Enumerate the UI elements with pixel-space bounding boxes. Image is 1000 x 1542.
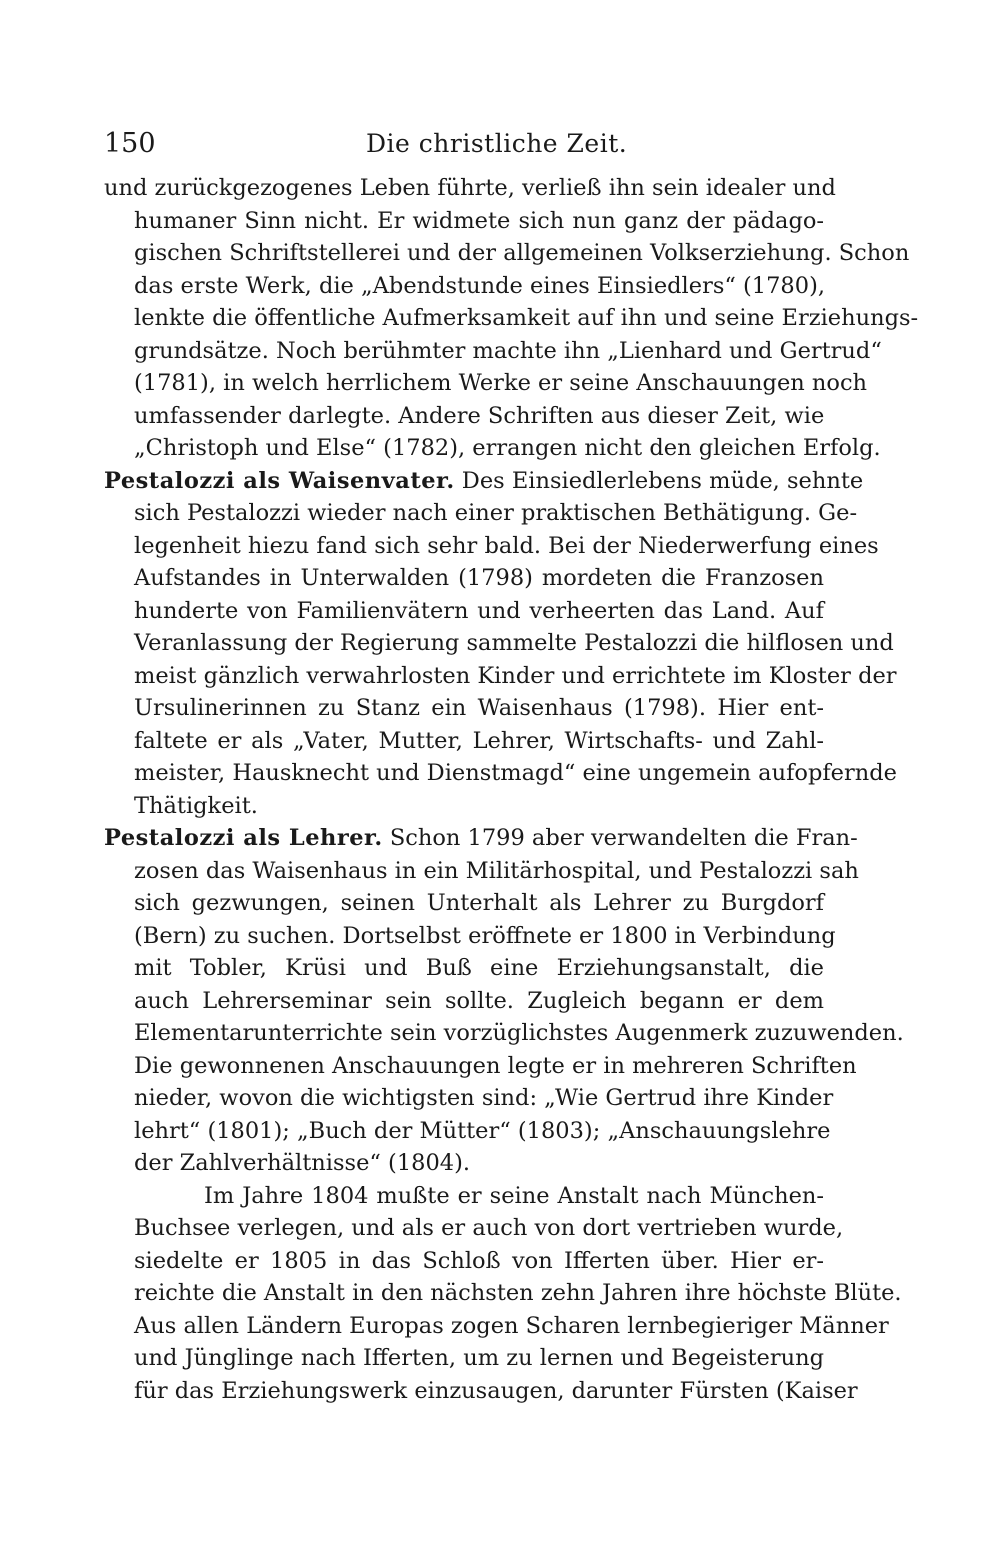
text-line bbox=[104, 530, 879, 563]
body-text bbox=[104, 172, 919, 1407]
text-line bbox=[104, 692, 824, 725]
line-text: nieder, wovon die wichtigsten sind: „Wie Gertrud ihre Kinder bbox=[134, 1085, 834, 1111]
text-line bbox=[104, 985, 824, 1018]
text-line bbox=[104, 237, 910, 270]
text-line bbox=[104, 1245, 824, 1278]
text-line bbox=[104, 367, 868, 400]
text-line bbox=[104, 497, 858, 530]
line-text: der Zahlverhältnisse“ (1804). bbox=[134, 1150, 471, 1176]
line-text: grundsätze. Noch berühmter machte ihn „Lienhard und Gertrud“ bbox=[134, 337, 882, 364]
line-text: (Bern) zu suchen. Dortselbst eröffnete er 1800 in Verbindung bbox=[134, 922, 836, 949]
section-sidehead: Pestalozzi als Waisenvater. bbox=[104, 467, 455, 494]
line-text: Buchsee verlegen, und als er auch von dort vertrieben wurde, bbox=[134, 1215, 844, 1241]
line-text: gischen Schriftstellerei und der allgemeinen Volkserziehung. Schon bbox=[134, 240, 910, 266]
text-line bbox=[104, 1180, 824, 1213]
text-line bbox=[104, 432, 881, 465]
line-text: siedelte er 1805 in das Schloß von Ifferten über. Hier er- bbox=[134, 1247, 824, 1274]
line-text: Im Jahre 1804 mußte er seine Anstalt nach München- bbox=[204, 1182, 824, 1209]
text-line bbox=[104, 1212, 844, 1245]
line-text: meist gänzlich verwahrlosten Kinder und errichtete im Kloster der bbox=[134, 662, 897, 689]
text-line bbox=[104, 790, 824, 823]
text-line bbox=[104, 1375, 858, 1408]
line-text: legenheit hiezu fand sich sehr bald. Bei der Niederwerfung eines bbox=[134, 532, 879, 559]
line-text: zosen das Waisenhaus in ein Militärhospital, und Pestalozzi sah bbox=[134, 857, 859, 884]
text-line bbox=[104, 1147, 824, 1180]
text-line bbox=[104, 1277, 902, 1310]
line-text: Ursulinerinnen zu Stanz ein Waisenhaus (1798). Hier ent- bbox=[134, 695, 824, 721]
line-text: lenkte die öffentliche Aufmerksamkeit auf ihn und seine Erziehungs- bbox=[134, 305, 919, 331]
text-line bbox=[104, 1017, 904, 1050]
text-line bbox=[104, 562, 824, 595]
page-number: 150 bbox=[104, 128, 156, 159]
line-text: Schon 1799 aber verwandelten die Fran- bbox=[382, 825, 858, 851]
line-text: das erste Werk, die „Abendstunde eines Einsiedlers“ (1780), bbox=[134, 272, 825, 299]
line-text: und zurückgezogenes Leben führte, verließ ihn sein idealer und bbox=[104, 175, 836, 201]
text-line bbox=[104, 725, 824, 758]
line-text: Elementarunterrichte sein vorzüglichstes Augenmerk zuzuwenden. bbox=[134, 1020, 904, 1046]
line-text: Des Einsiedlerlebens müde, sehnte bbox=[454, 467, 864, 494]
section-sidehead: Pestalozzi als Lehrer. bbox=[104, 825, 383, 851]
line-text: faltete er als „Vater, Mutter, Lehrer, Wirtschafts- und Zahl- bbox=[134, 727, 824, 754]
line-text: Thätigkeit. bbox=[134, 792, 258, 819]
line-text: hunderte von Familienvätern und verheerten das Land. Auf bbox=[134, 597, 824, 624]
line-text: für das Erziehungswerk einzusaugen, darunter Fürsten (Kaiser bbox=[134, 1377, 858, 1404]
line-text: meister, Hausknecht und Dienstmagd“ eine ungemein aufopfernde bbox=[134, 760, 897, 786]
text-line bbox=[104, 887, 824, 920]
text-line bbox=[104, 1050, 857, 1083]
line-text: reichte die Anstalt in den nächsten zehn Jahren ihre höchste Blüte. bbox=[134, 1280, 902, 1306]
running-head: Die christliche Zeit. bbox=[366, 129, 628, 158]
page-header bbox=[104, 128, 824, 164]
text-line bbox=[104, 627, 894, 660]
line-text: lehrt“ (1801); „Buch der Mütter“ (1803); „Anschauungslehre bbox=[134, 1117, 831, 1144]
text-line bbox=[104, 400, 824, 433]
line-text: umfassender darlegte. Andere Schriften aus dieser Zeit, wie bbox=[134, 402, 825, 429]
line-text: Veranlassung der Regierung sammelte Pestalozzi die hilflosen und bbox=[134, 630, 894, 656]
line-text: Aufstandes in Unterwalden (1798) mordeten die Franzosen bbox=[134, 565, 824, 591]
text-line bbox=[104, 302, 919, 335]
text-line bbox=[104, 335, 882, 368]
text-line bbox=[104, 952, 824, 985]
text-line bbox=[104, 270, 824, 303]
text-line bbox=[104, 660, 897, 693]
text-line bbox=[104, 1342, 824, 1375]
text-line bbox=[104, 1310, 889, 1343]
sidehead-line bbox=[104, 822, 858, 855]
line-text: humaner Sinn nicht. Er widmete sich nun ganz der pädago- bbox=[134, 207, 824, 234]
line-text: Aus allen Ländern Europas zogen Scharen lernbegieriger Männer bbox=[134, 1312, 889, 1339]
text-line bbox=[104, 757, 897, 790]
line-text: (1781), in welch herrlichem Werke er seine Anschauungen noch bbox=[134, 370, 868, 396]
line-text: auch Lehrerseminar sein sollte. Zugleich begann er dem bbox=[134, 987, 824, 1014]
text-line bbox=[104, 205, 824, 238]
text-line bbox=[104, 172, 836, 205]
line-text: „Christoph und Else“ (1782), errangen nicht den gleichen Erfolg. bbox=[134, 435, 881, 461]
line-text: sich gezwungen, seinen Unterhalt als Lehrer zu Burgdorf bbox=[134, 890, 824, 916]
line-text: mit Tobler, Krüsi und Buß eine Erziehungsanstalt, die bbox=[134, 955, 824, 981]
line-text: sich Pestalozzi wieder nach einer praktischen Bethätigung. Ge- bbox=[134, 500, 858, 526]
sidehead-line bbox=[104, 465, 864, 498]
text-line bbox=[104, 1082, 834, 1115]
line-text: Die gewonnenen Anschauungen legte er in mehreren Schriften bbox=[134, 1052, 857, 1079]
line-text: und Jünglinge nach Ifferten, um zu lernen und Begeisterung bbox=[134, 1345, 824, 1371]
text-line bbox=[104, 855, 859, 888]
text-line bbox=[104, 595, 824, 628]
text-line bbox=[104, 920, 836, 953]
text-line bbox=[104, 1115, 831, 1148]
